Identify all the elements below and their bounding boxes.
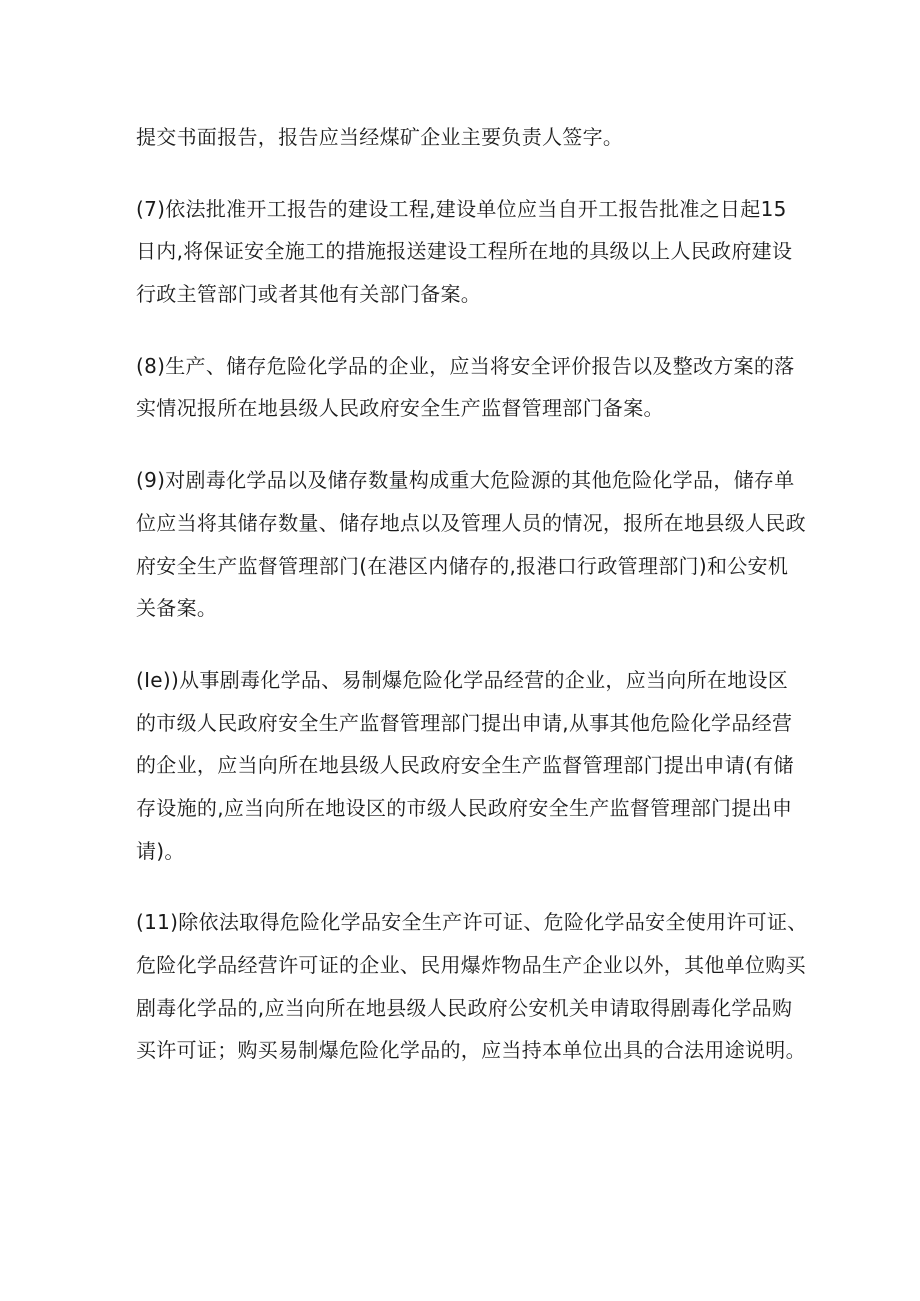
text-line: 关备案。 — [136, 596, 218, 621]
text-line: 位应当将其储存数量、储存地点以及管理人员的情况，报所在地县级人民政 — [136, 510, 806, 535]
text-line: 的企业，应当向所在地县级人民政府安全生产监督管理部门提出申请(有储 — [136, 753, 794, 778]
text-line: (8)生产、储存危险化学品的企业，应当将安全评价报告以及整改方案的落 — [136, 353, 795, 378]
text-line: 存设施的,应当向所在地设区的市级人民政府安全生产监督管理部门提出申 — [136, 795, 793, 820]
text-line: 请)。 — [136, 838, 185, 863]
text-line: 剧毒化学品的,应当向所在地县级人民政府公安机关申请取得剧毒化学品购 — [136, 995, 793, 1020]
text-line: 的市级人民政府安全生产监督管理部门提出申请,从事其他危险化学品经营 — [136, 710, 793, 735]
text-line: 府安全生产监督管理部门(在港区内储存的,报港口行政管理部门)和公安机 — [136, 553, 789, 578]
text-line: 实情况报所在地县级人民政府安全生产监督管理部门备案。 — [136, 396, 664, 421]
paragraph-item-10 — [136, 659, 800, 872]
paragraph-item-9 — [136, 459, 806, 630]
text-line: (7)依法批准开工报告的建设工程,建设单位应当自开工报告批准之日起15 — [136, 196, 787, 221]
paragraph-item-11 — [136, 901, 808, 1072]
document-body — [136, 116, 808, 1072]
paragraph-item-8 — [136, 345, 800, 430]
text-line: 买许可证；购买易制爆危险化学品的，应当持本单位出具的合法用途说明。 — [136, 1038, 806, 1063]
text-line: 日内,将保证安全施工的措施报送建设工程所在地的具级以上人民政府建设 — [136, 239, 793, 264]
paragraph-signature-report — [136, 116, 800, 159]
text-line: 行政主管部门或者其他有关部门备案。 — [136, 282, 482, 307]
text-line: 提交书面报告，报告应当经煤矿企业主要负责人签字。 — [136, 125, 624, 149]
text-line: (9)对剧毒化学品以及储存数量构成重大危险源的其他危险化学品，储存单 — [136, 468, 795, 493]
text-line: (11)除依法取得危险化学品安全生产许可证、危险化学品安全使用许可证、 — [136, 910, 808, 935]
text-line: (Ie))从事剧毒化学品、易制爆危险化学品经营的企业，应当向所在地设区 — [136, 667, 789, 692]
paragraph-item-7 — [136, 188, 800, 316]
text-line: 危险化学品经营许可证的企业、民用爆炸物品生产企业以外，其他单位购买 — [136, 953, 806, 977]
